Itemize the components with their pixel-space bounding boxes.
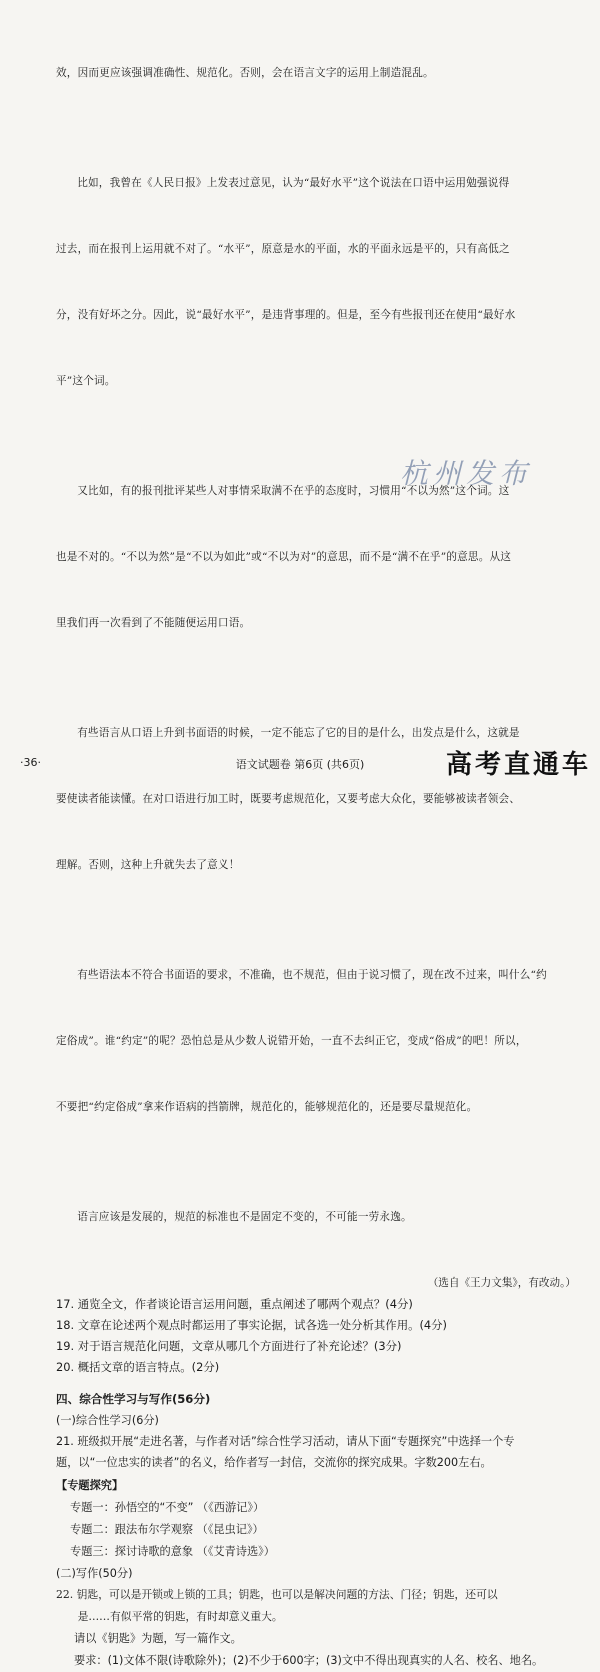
subsection-integrated-learning: (一)综合性学习(6分) bbox=[56, 1414, 159, 1427]
question-19: 19. 对于语言规范化问题，文章从哪几个方面进行了补充论述？(3分) bbox=[56, 1339, 402, 1353]
text-line: 21. 班级拟开展“走进名著，与作者对话”综合性学习活动，请从下面“专题探究”中选择一个专 bbox=[56, 1435, 515, 1448]
article-paragraph-1 bbox=[56, 128, 576, 436]
page-footer: 语文试题卷 第6页 (共6页) bbox=[235, 758, 365, 771]
topic-item: 专题二：跟法布尔学观察 （《昆虫记》） bbox=[70, 1523, 264, 1536]
text-line: 效，因而更应该强调准确性、规范化。否则，会在语言文字的运用上制造混乱。 bbox=[56, 67, 434, 79]
text-line: 定俗成”。谁“约定”的呢？恐怕总是从少数人说错开始，一直不去纠正它，变成“俗成”的吧！所以， bbox=[56, 1035, 527, 1047]
watermark-gaokao: 高考直通车 bbox=[446, 750, 592, 780]
text-line: 分，没有好坏之分。因此，说“最好水平”，是违背事理的。但是，至今有些报刊还在使用“最好水 bbox=[56, 309, 516, 321]
text-line: 要使读者能读懂。在对口语进行加工时，既要考虑规范化，又要考虑大众化，要能够被读者领会、 bbox=[56, 793, 521, 805]
text-line: 有些语言从口语上升到书面语的时候，一定不能忘了它的目的是什么，出发点是什么，这就是 bbox=[77, 727, 520, 739]
section-title: 四、综合性学习与写作(56分) bbox=[56, 1392, 211, 1406]
article-source: （选自《王力文集》，有改动。） bbox=[427, 1277, 576, 1289]
question-17: 17. 通览全文，作者谈论语言运用问题，重点阐述了哪两个观点？(4分) bbox=[56, 1297, 413, 1311]
watermark-hangzhou: 杭州发布 bbox=[400, 457, 533, 490]
article-paragraph-5 bbox=[56, 1162, 576, 1272]
topic-list bbox=[56, 1497, 576, 1563]
question-18: 18. 文章在论述两个观点时都运用了事实论据，试各选一处分析其作用。(4分) bbox=[56, 1318, 447, 1332]
question-21 bbox=[56, 1431, 576, 1473]
article-paragraph-0 bbox=[56, 18, 576, 128]
text-line: 过去，而在报刊上运用就不对了。“水平”，原意是水的平面，水的平面永远是平的，只有高低之 bbox=[56, 243, 510, 255]
text-line: 语言应该是发展的，规范的标准也不是固定不变的，不可能一劳永逸。 bbox=[77, 1211, 412, 1223]
article-paragraph-4 bbox=[56, 920, 576, 1162]
text-line: 里我们再一次看到了不能随便运用口语。 bbox=[56, 617, 251, 629]
text-line: 22. 钥匙，可以是开锁或上锁的工具；钥匙，也可以是解决问题的方法、门径；钥匙，还可以 bbox=[56, 1588, 498, 1601]
topic-item: 专题一：孙悟空的“不变” （《西游记》） bbox=[70, 1501, 265, 1514]
question-20: 20. 概括文章的语言特点。(2分) bbox=[56, 1360, 220, 1374]
question-list bbox=[56, 1294, 576, 1378]
text-line: 有些语法本不符合书面语的要求，不准确，也不规范，但由于说习惯了，现在改不过来，叫什么“约 bbox=[77, 969, 547, 981]
writing-requirements: 要求：(1)文体不限(诗歌除外)；(2)不少于600字；(3)文中不得出现真实的人名、校名、地名。 bbox=[74, 1654, 544, 1667]
writing-prompt: 请以《钥匙》为题，写一篇作文。 bbox=[74, 1632, 242, 1645]
text-line: 平”这个词。 bbox=[56, 375, 116, 387]
exam-page bbox=[56, 18, 576, 1672]
text-line: 理解。否则，这种上升就失去了意义！ bbox=[56, 859, 240, 871]
text-line: 又比如，有的报刊批评某些人对事情采取满不在乎的态度时，习惯用“不以为然”这个词。这 bbox=[77, 485, 510, 497]
subsection-writing: (二)写作(50分) bbox=[56, 1567, 133, 1580]
text-line: 是……有似平常的钥匙，有时却意义重大。 bbox=[77, 1610, 283, 1623]
text-line: 比如，我曾在《人民日报》上发表过意见，认为“最好水平”这个说法在口语中运用勉强说得 bbox=[77, 177, 510, 189]
text-line: 不要把“约定俗成”拿来作语病的挡箭牌，规范化的，能够规范化的，还是要尽量规范化。 bbox=[56, 1101, 478, 1113]
text-line: 也是不对的。“不以为然”是“不以为如此”或“不以为对”的意思，而不是“满不在乎”的意思。从这 bbox=[56, 551, 512, 563]
topic-heading: 【专题探究】 bbox=[56, 1479, 124, 1492]
question-22 bbox=[56, 1584, 576, 1628]
article-paragraph-3 bbox=[56, 678, 576, 920]
text-line: 题，以“一位忠实的读者”的名义，给作者写一封信，交流你的探究成果。字数200左右。 bbox=[56, 1456, 492, 1469]
page-number: ·36· bbox=[20, 756, 41, 769]
topic-item: 专题三：探讨诗歌的意象 （《艾青诗选》） bbox=[70, 1545, 275, 1558]
